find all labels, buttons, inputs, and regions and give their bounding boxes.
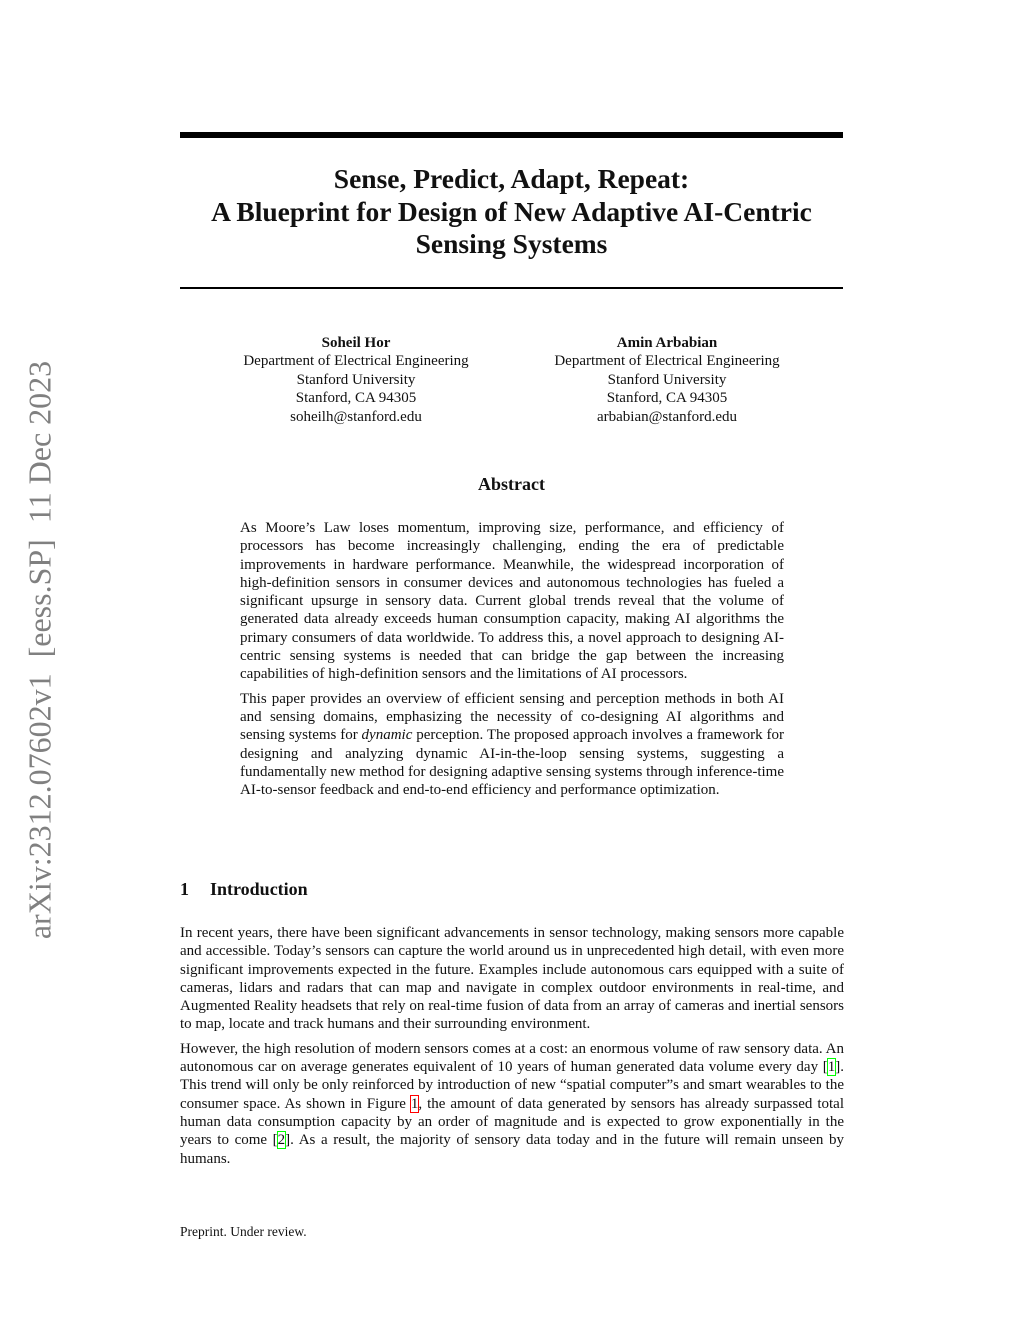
- abstract-paragraph: [240, 690, 784, 800]
- author-name: Amin Arbabian: [616, 335, 718, 351]
- introduction-body: [180, 924, 844, 1174]
- title-line: A Blueprint for Design of New Adaptive AI-Centric: [211, 195, 812, 227]
- section-number: 1: [180, 879, 189, 899]
- footer-note: Preprint. Under review.: [180, 1224, 307, 1239]
- author-univ: Stanford University: [607, 371, 727, 388]
- text-run: This paper provides an overview of efficient sensing and perception methods in both AI and sensing domains, emphasizing the necessity of co-designing AI algorithms and sensing systems for: [240, 690, 784, 744]
- author-email[interactable]: arbabian@stanford.edu: [596, 408, 737, 425]
- section-title: Introduction: [210, 879, 308, 899]
- intro-paragraph: In recent years, there have been significant advancements in sensor technology, making sensors more capable and accessible. Today’s sensors can capture the world around us in unprecedented high detail, with even more significant improvements expected in the future. Examples include autonomous cars equipped with a suite of cameras, lidars and radars that can map and navigate in complex outdoor environments in real-time, and Augmented Reality headsets that rely on real-time fusion of data from an array of cameras and inertial sensors to map, locate and track humans and their surrounding environment.: [180, 925, 844, 1033]
- citation-link[interactable]: 2: [277, 1132, 286, 1149]
- author-dept: Department of Electrical Engineering: [243, 353, 469, 370]
- author-address: Stanford, CA 94305: [606, 390, 728, 407]
- arxiv-stamp: [22, 353, 59, 947]
- abstract-heading: Abstract: [478, 474, 545, 494]
- arxiv-id: arXiv:2312.07602v1: [21, 673, 58, 940]
- author-dept: Department of Electrical Engineering: [554, 353, 780, 370]
- author-block: [517, 334, 817, 426]
- citation-link[interactable]: 1: [827, 1059, 836, 1076]
- text-run: ]. This trend will only be only reinforced by introduction of new “spatial computer”s and smart wearables to the consumer space. As shown in Figure: [180, 1059, 844, 1112]
- text-run: perception. The proposed approach involves a framework for designing and analyzing dynamic AI-in-the-loop sensing systems, suggesting a fundamentally new method for designing adaptive sensing systems through inference-time AI-to-sensor feedback and end-to-end efficiency and performance optimization.: [240, 727, 784, 799]
- paper-title: [180, 163, 843, 261]
- author-name: Soheil Hor: [321, 335, 391, 351]
- arxiv-date: 11 Dec 2023: [21, 360, 58, 524]
- abstract-paragraph: As Moore’s Law loses momentum, improving size, performance, and efficiency of processors has become increasingly challenging, ending the era of predictable improvements in hardware performance. Meanwhile, the widespread incorporation of high-definition sensors in consumer devices and autonomous technologies has fueled a significant upsurge in sensory data. Current global trends reveal that the volume of generated data already exceeds human consumption capacity, making AI algorithms the primary consumers of data worldwide. To address this, a novel approach to designing AI-centric sensing systems is needed that can bridge the gap between the increasing capabilities of high-definition sensors and the limitations of AI processors.: [240, 520, 784, 683]
- title-line: Sensing Systems: [415, 228, 608, 259]
- author-univ: Stanford University: [296, 371, 416, 388]
- abstract-body: [240, 519, 784, 805]
- intro-paragraph: [180, 1040, 844, 1168]
- author-email[interactable]: soheilh@stanford.edu: [290, 408, 422, 425]
- title-bottom-rule: [180, 287, 843, 289]
- text-run: ]. As a result, the majority of sensory data today and in the future will remain unseen by humans.: [180, 1132, 844, 1167]
- arxiv-category: [eess.SP]: [21, 539, 58, 658]
- section-heading: [180, 879, 308, 900]
- title-line: Sense, Predict, Adapt, Repeat:: [333, 163, 690, 194]
- emphasis-text: dynamic: [361, 727, 413, 744]
- text-run: , the amount of data generated by sensors has already surpassed total human data consumption capacity by an order of magnitude and is expected to grow exponentially in the years to come [: [180, 1095, 844, 1149]
- text-run: However, the high resolution of modern sensors comes at a cost: an enormous volume of raw sensory data. An autonomous car on average generates equivalent of 10 years of human generated data volume every day [: [180, 1040, 844, 1076]
- title-top-rule: [180, 132, 843, 138]
- author-block: [206, 334, 506, 426]
- author-address: Stanford, CA 94305: [295, 390, 417, 407]
- figure-link[interactable]: 1: [410, 1095, 419, 1112]
